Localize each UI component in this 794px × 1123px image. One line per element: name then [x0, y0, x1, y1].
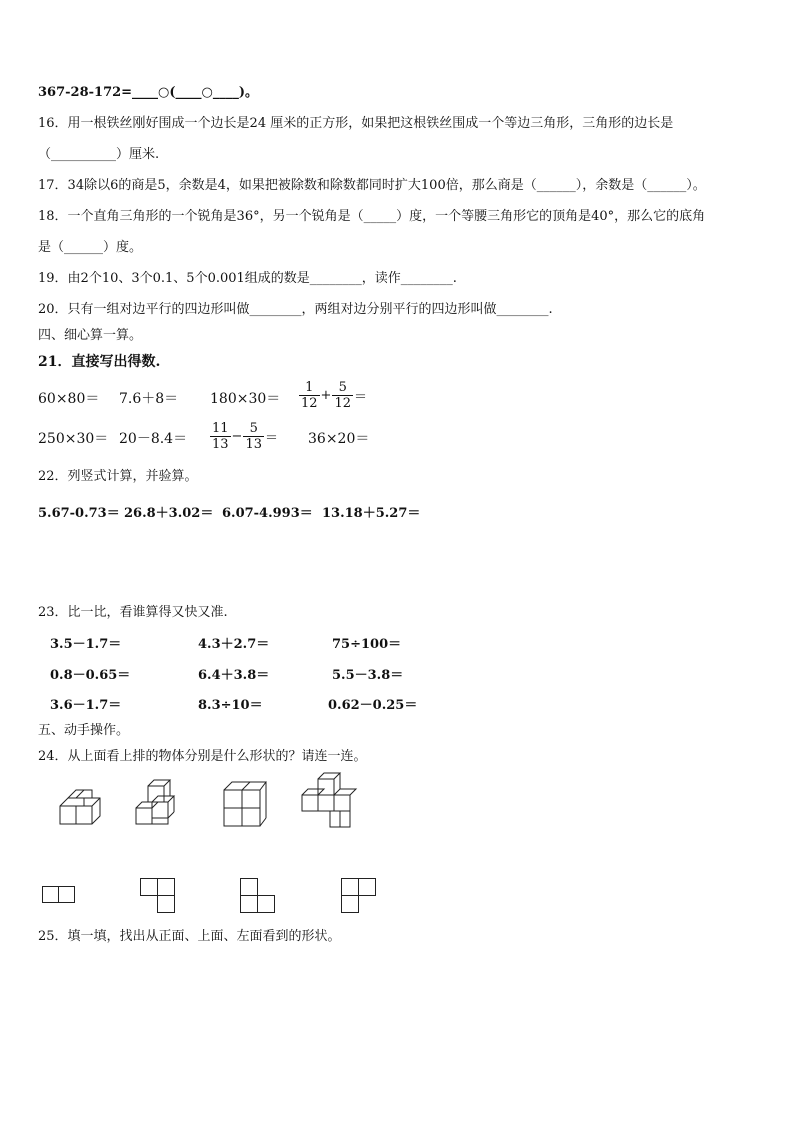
section-4-heading: 四、细心算一算。 — [38, 328, 143, 343]
q23-r3-c2: 8.3÷10＝ — [198, 698, 263, 713]
top-view-3 — [240, 878, 276, 914]
cube-figure-3 — [222, 780, 270, 828]
cube-figure-4 — [300, 773, 356, 829]
q20-line: 20．只有一组对边平行的四边形叫做________，两组对边分别平行的四边形叫做________. — [38, 302, 553, 317]
q23-r2-c1: 0.8－0.65＝ — [50, 668, 131, 683]
q23-r2-c3: 5.5－3.8＝ — [332, 668, 404, 683]
q16-line1: 16．用一根铁丝刚好围成一个边长是24 厘米的正方形，如果把这根铁丝围成一个等边三角形，三角形的边长是 — [38, 116, 674, 131]
q24-title: 24．从上面看上排的物体分别是什么形状的？请连一连。 — [38, 749, 367, 764]
q23-r3-c3: 0.62－0.25＝ — [328, 698, 418, 713]
q23-r1-c1: 3.5－1.7＝ — [50, 637, 122, 652]
top-view-2 — [140, 878, 176, 914]
q22-expr-4: 13.18＋5.27＝ — [322, 506, 421, 521]
q22-expr-1: 5.67-0.73＝ — [38, 506, 120, 521]
q19-line: 19．由2个10、3个0.1、5个0.001组成的数是________，读作________. — [38, 271, 457, 286]
q21-fraction-expr-2: $\frac{11}{13}$ − $\frac{5}{13}$ ＝ — [212, 421, 279, 452]
q25-title: 25．填一填，找出从正面、上面、左面看到的形状。 — [38, 929, 341, 944]
q21-r2-c2: 20－8.4＝ — [119, 431, 188, 447]
q23-r2-c2: 6.4＋3.8＝ — [198, 668, 270, 683]
q23-r1-c2: 4.3＋2.7＝ — [198, 637, 270, 652]
q18-line2: 是（______）度。 — [38, 240, 143, 255]
q22-expr-2: 26.8＋3.02＝ — [124, 506, 214, 521]
q15-line: 367-28-172=____○(____○____)。 — [38, 85, 259, 100]
q21-r1-c2: 7.6＋8＝ — [119, 391, 179, 407]
q21-r1-c3: 180×30＝ — [210, 391, 281, 407]
top-view-1 — [42, 885, 76, 905]
top-view-4 — [341, 878, 377, 914]
q17-line: 17．34除以6的商是5，余数是4，如果把被除数和除数都同时扩大100倍，那么商是（______），余数是（______）。 — [38, 178, 706, 193]
q18-line1: 18．一个直角三角形的一个锐角是36°，另一个锐角是（_____）度，一个等腰三角形它的顶角是40°，那么它的底角 — [38, 209, 706, 224]
q21-title: 21．直接写出得数. — [38, 354, 161, 370]
q21-fraction-expr-1: $\frac{1}{12}$ + $\frac{5}{12}$ ＝ — [301, 380, 368, 411]
q21-r2-c4: 36×20＝ — [308, 431, 370, 447]
q22-title: 22．列竖式计算，并验算。 — [38, 469, 198, 484]
cube-figure-1 — [55, 788, 105, 828]
q16-line2: （__________）厘米. — [38, 147, 160, 162]
cube-figure-2 — [133, 780, 185, 830]
q22-expr-3: 6.07-4.993＝ — [222, 506, 313, 521]
section-5-heading: 五、动手操作。 — [38, 723, 130, 738]
q23-title: 23．比一比，看谁算得又快又准. — [38, 605, 228, 620]
q21-r1-c1: 60×80＝ — [38, 391, 100, 407]
q23-r3-c1: 3.6－1.7＝ — [50, 698, 122, 713]
q21-r2-c1: 250×30＝ — [38, 431, 109, 447]
q23-r1-c3: 75÷100＝ — [332, 637, 402, 652]
